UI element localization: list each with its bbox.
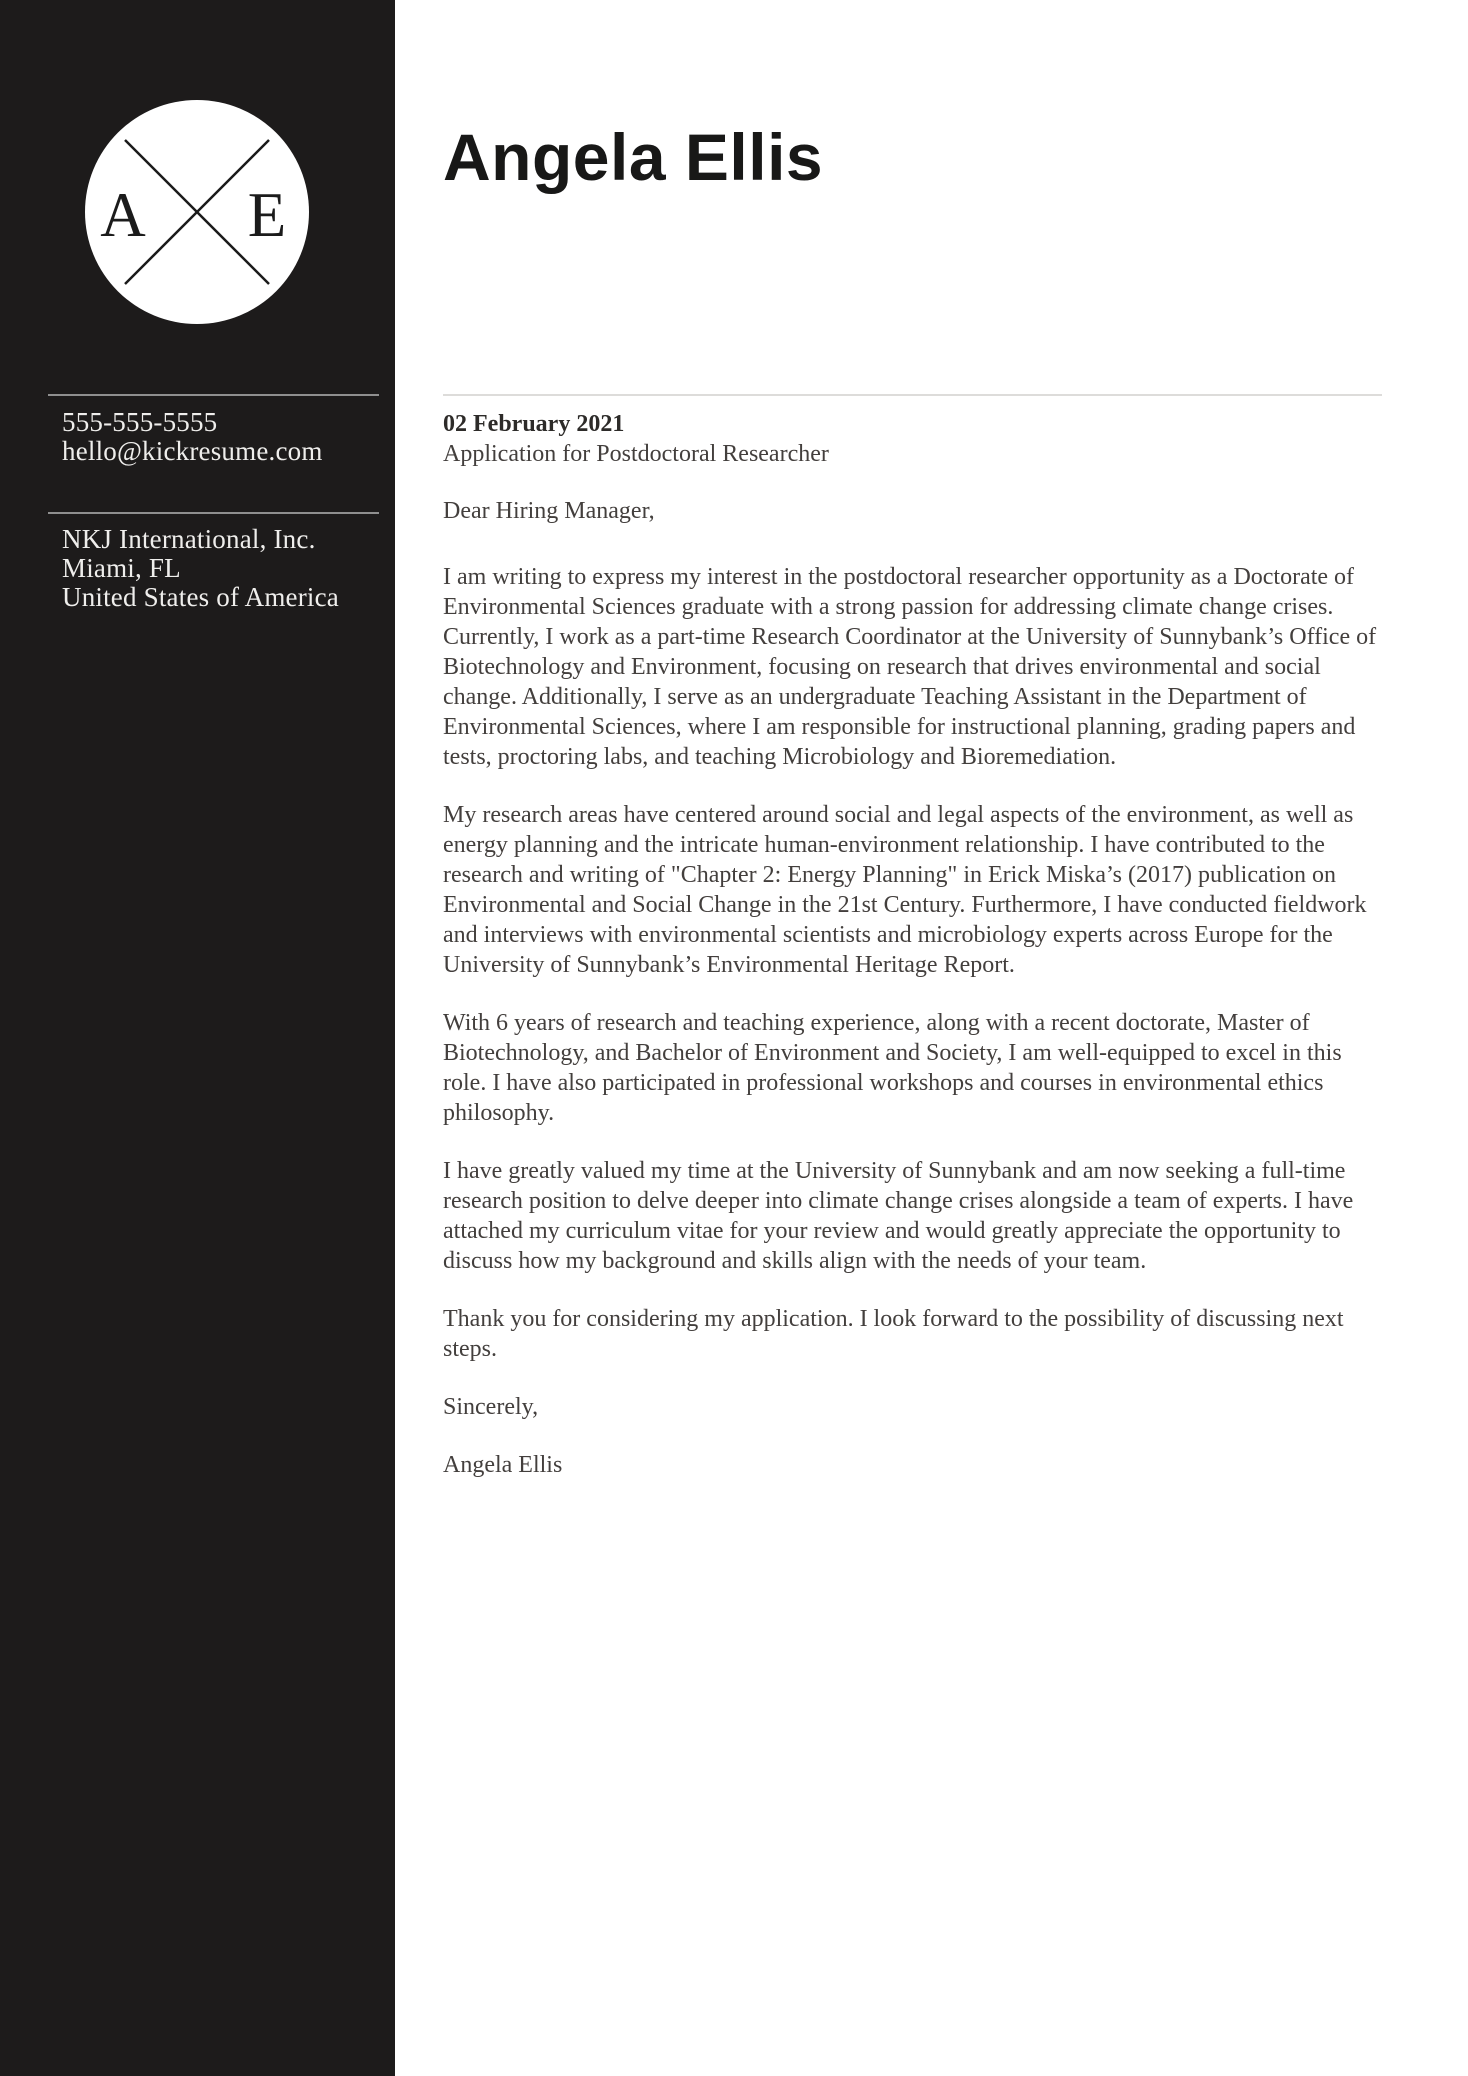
letter-content bbox=[443, 409, 1382, 1480]
letter-subject: Application for Postdoctoral Researcher bbox=[443, 441, 829, 467]
recipient-address-block bbox=[62, 525, 375, 612]
date-subject-block bbox=[443, 409, 1382, 469]
sidebar-divider bbox=[48, 512, 379, 514]
monogram-logo bbox=[85, 100, 309, 324]
email-address: hello@kickresume.com bbox=[62, 436, 323, 466]
sidebar bbox=[0, 0, 395, 2076]
body-paragraph: Thank you for considering my application. I look forward to the possibility of discussing next steps. bbox=[443, 1306, 1344, 1362]
letter-date: 02 February 2021 bbox=[443, 411, 625, 437]
body-paragraph: With 6 years of research and teaching experience, along with a recent doctorate, Master of Biotechnology, and Bachelor of Environment and Society, I am well-equipped to excel in this role. I have also participated in professional workshops and courses in environmental ethics philosophy. bbox=[443, 1010, 1342, 1126]
country: United States of America bbox=[62, 582, 339, 612]
sidebar-divider bbox=[48, 394, 379, 396]
applicant-name-heading: Angela Ellis bbox=[443, 120, 824, 194]
company-name: NKJ International, Inc. bbox=[62, 524, 316, 554]
body-paragraph: My research areas have centered around social and legal aspects of the environment, as well as energy planning and the intricate human-environment relationship. I have contributed to the research and writing of "Chapter 2: Energy Planning" in Erick Miska’s (2017) publication on Environmental and Social Change in the 21st Century. Furthermore, I have conducted fieldwork and interviews with environmental scientists and microbiology experts across Europe for the University of Sunnybank’s Environmental Heritage Report. bbox=[443, 802, 1367, 978]
salutation: Dear Hiring Manager, bbox=[443, 498, 655, 524]
phone-number: 555-555-5555 bbox=[62, 407, 218, 437]
contact-block bbox=[62, 408, 375, 466]
body-paragraph: I am writing to express my interest in the postdoctoral researcher opportunity as a Doctorate of Environmental Sciences graduate with a strong passion for addressing climate change crises. Currently, I work as a part-time Research Coordinator at the University of Sunnybank’s Office of Biotechnology and Environment, focusing on research that drives environmental and social change. Additionally, I serve as an undergraduate Teaching Assistant in the Department of Environmental Sciences, where I am responsible for instructional planning, grading papers and tests, proctoring labs, and teaching Microbiology and Bioremediation. bbox=[443, 564, 1377, 770]
signature-name: Angela Ellis bbox=[443, 1452, 563, 1478]
body-paragraph: I have greatly valued my time at the University of Sunnybank and am now seeking a full-time research position to delve deeper into climate change crises alongside a team of experts. I have attached my curriculum vitae for your review and would greatly appreciate the opportunity to discuss how my background and skills align with the needs of your team. bbox=[443, 1158, 1354, 1274]
letter-body-area bbox=[395, 0, 1468, 2076]
logo-right-initial: E bbox=[247, 180, 287, 250]
signoff: Sincerely, bbox=[443, 1394, 539, 1420]
monogram-icon bbox=[85, 100, 309, 324]
header-rule bbox=[443, 394, 1382, 396]
city-state: Miami, FL bbox=[62, 553, 181, 583]
logo-left-initial: A bbox=[100, 180, 146, 250]
